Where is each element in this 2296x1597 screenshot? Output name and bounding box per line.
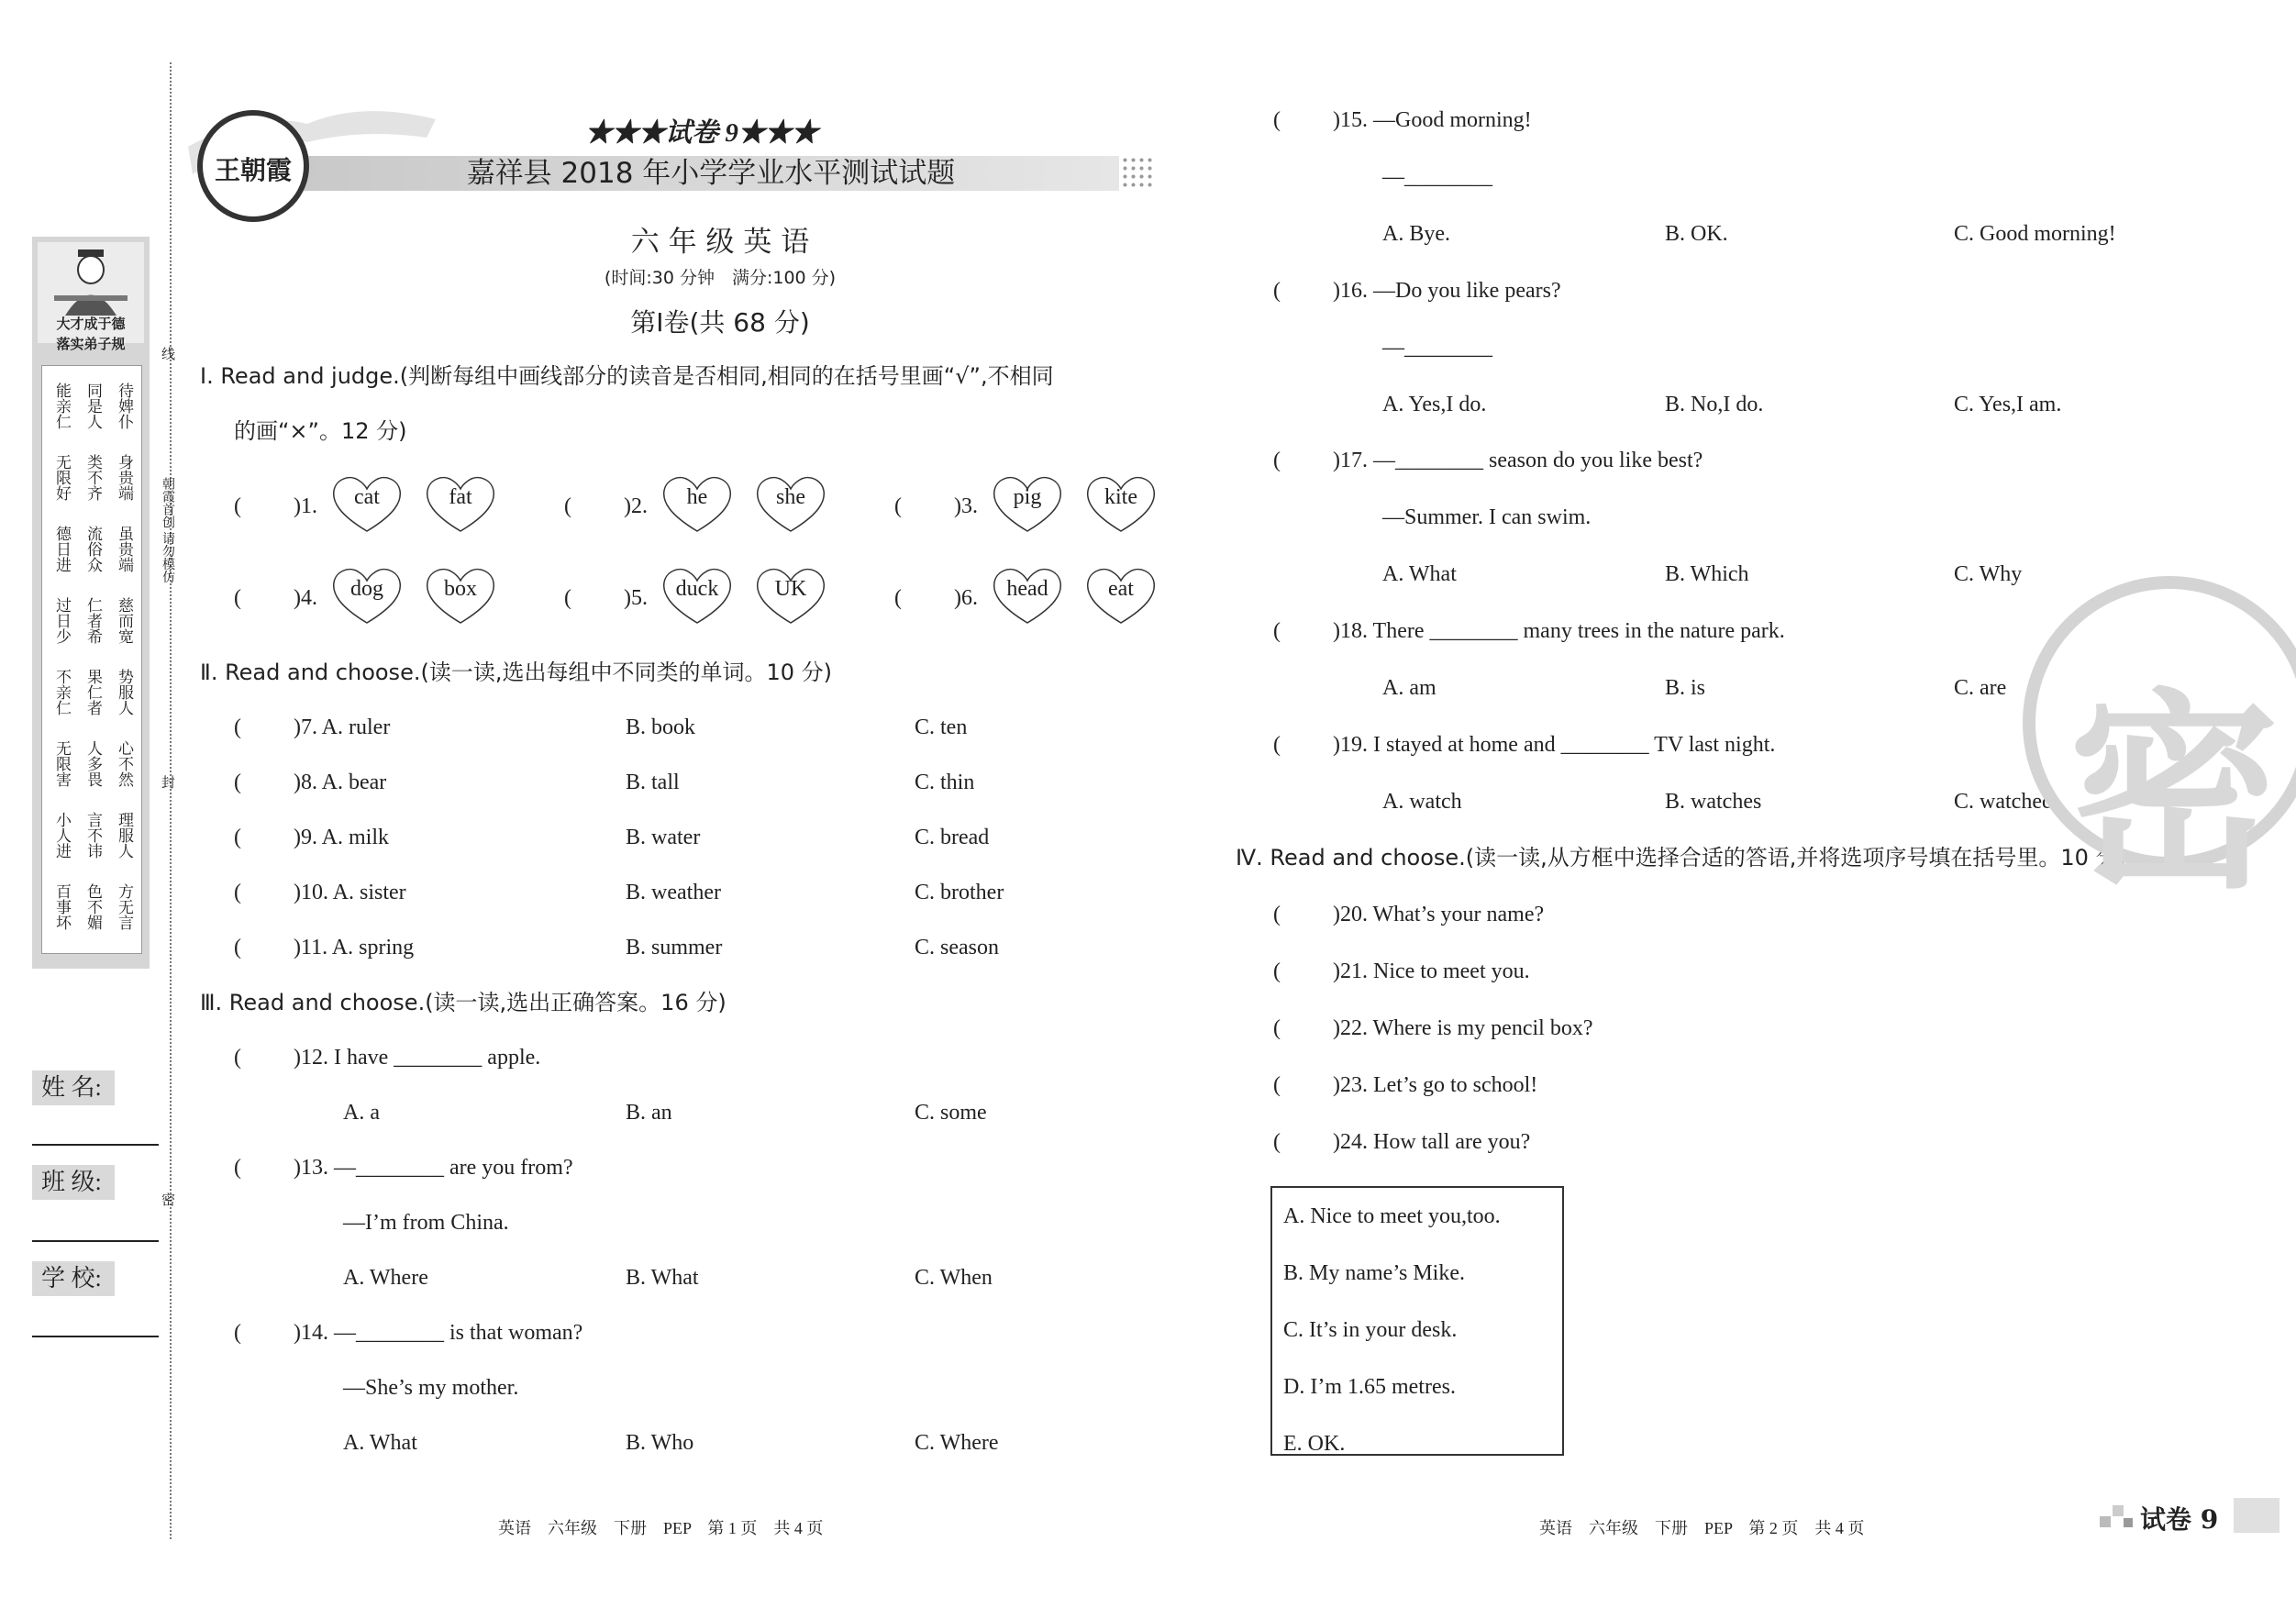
question-reply: —________	[1382, 336, 1492, 360]
option-b: B. Who	[626, 1431, 694, 1455]
question-stem: )9. A. milk	[294, 826, 390, 849]
question-stem: )7. A. ruler	[294, 715, 391, 739]
answer-paren[interactable]: (	[234, 1156, 241, 1180]
heart-word: box	[444, 577, 477, 601]
option-a: A. What	[1382, 562, 1457, 586]
question-stem: )12. I have ________ apple.	[294, 1046, 541, 1070]
motto-verses	[41, 365, 142, 954]
answer-paren[interactable]: (	[1273, 1016, 1281, 1040]
word-heart	[660, 474, 734, 535]
question-number: )1.	[294, 494, 317, 518]
question-reply: —She’s my mother.	[343, 1376, 519, 1400]
option-a: A. What	[343, 1431, 417, 1455]
answer-paren[interactable]: (	[1273, 449, 1281, 472]
option-b: B. Which	[1665, 562, 1749, 586]
corner-label: 试卷 9	[2140, 1504, 2219, 1535]
option-c: C. watched	[1954, 790, 2053, 814]
verse-cell: 虽贵端	[116, 525, 133, 572]
question-reply: —I’m from China.	[343, 1211, 509, 1235]
option-c: C. Where	[915, 1431, 999, 1455]
answer-paren[interactable]: (	[234, 771, 241, 794]
question-reply: —________	[1382, 165, 1492, 189]
option-b: B. tall	[626, 771, 680, 794]
secret-seal-char: 密	[2069, 672, 2280, 917]
word-heart	[754, 566, 827, 627]
verse-cell: 德日进	[53, 525, 71, 572]
section-3-title: Ⅲ. Read and choose.(读一读,选出正确答案。16 分)	[200, 990, 727, 1015]
verse-cell: 身贵端	[116, 453, 133, 501]
word-heart	[660, 566, 734, 627]
option-c: C. Yes,I am.	[1954, 393, 2062, 416]
section-1-title-line-1: Ⅰ. Read and judge.(判断每组中画线部分的读音是否相同,相同的在括号里画“√”,不相同	[200, 363, 1054, 389]
name-field[interactable]	[32, 1144, 159, 1146]
option-b: B. OK.	[1665, 222, 1728, 246]
answer-paren[interactable]: (	[564, 494, 571, 518]
word-heart	[330, 566, 404, 627]
question-stem: )10. A. sister	[294, 881, 406, 904]
verse-cell: 色不媚	[84, 882, 102, 930]
option-c: C. When	[915, 1266, 993, 1290]
question-stem: )8. A. bear	[294, 771, 387, 794]
school-field[interactable]	[32, 1336, 159, 1337]
answer-paren[interactable]: (	[1273, 733, 1281, 757]
answer-paren[interactable]: (	[1273, 1073, 1281, 1097]
answer-paren[interactable]: (	[894, 586, 902, 610]
option-c: C. brother	[915, 881, 1004, 904]
option-a: A. a	[343, 1101, 380, 1125]
paper-badge: ★★★试卷 9★★★	[585, 118, 818, 148]
answer-option: D. I’m 1.65 metres.	[1283, 1375, 1456, 1399]
question-reply: —Summer. I can swim.	[1382, 505, 1592, 529]
word-heart	[991, 474, 1064, 535]
answer-paren[interactable]: (	[564, 586, 571, 610]
word-heart	[1084, 566, 1158, 627]
section-2-title: Ⅱ. Read and choose.(读一读,选出每组中不同类的单词。10 分)	[200, 660, 832, 685]
option-c: C. bread	[915, 826, 990, 849]
option-b: B. an	[626, 1101, 672, 1125]
option-a: A. Where	[343, 1266, 428, 1290]
question-stem: )20. What’s your name?	[1333, 903, 1545, 926]
answer-option: E. OK.	[1283, 1432, 1346, 1456]
sidebar-motto-panel	[32, 237, 150, 969]
question-stem: )11. A. spring	[294, 936, 415, 959]
option-b: B. is	[1665, 676, 1706, 700]
verse-cell: 理服人	[116, 811, 133, 859]
answer-paren[interactable]: (	[1273, 959, 1281, 983]
option-b: B. book	[626, 715, 696, 739]
question-stem: )13. —________ are you from?	[294, 1156, 573, 1180]
word-heart	[424, 474, 497, 535]
option-b: B. weather	[626, 881, 721, 904]
question-stem: )24. How tall are you?	[1333, 1130, 1531, 1154]
banner-dots	[1121, 156, 1154, 191]
answer-paren[interactable]: (	[234, 715, 241, 739]
part-one-heading: 第Ⅰ卷(共 68 分)	[630, 307, 810, 338]
verse-cell: 同是人	[84, 382, 102, 429]
answer-option: C. It’s in your desk.	[1283, 1318, 1458, 1342]
question-stem: )19. I stayed at home and ________ TV last night.	[1333, 733, 1776, 757]
answer-paren[interactable]: (	[234, 1321, 241, 1345]
answer-paren[interactable]: (	[234, 881, 241, 904]
corner-bar	[2234, 1498, 2279, 1533]
verse-cell: 流俗众	[84, 525, 102, 572]
option-c: C. Why	[1954, 562, 2023, 586]
verse-cell: 待婢仆	[116, 382, 133, 429]
option-a: A. watch	[1382, 790, 1462, 814]
answer-options-box	[1270, 1186, 1564, 1456]
seal-mark-feng: 封	[160, 775, 174, 789]
scholar-figure-icon	[38, 242, 144, 316]
option-c: C. season	[915, 936, 999, 959]
verse-cell: 势服人	[116, 668, 133, 715]
seal-mark-xian: 线	[160, 347, 174, 360]
name-label: 姓 名:	[32, 1070, 115, 1105]
section-4-title: Ⅳ. Read and choose.(读一读,从方框中选择合适的答语,并将选项序号填在括号里。10 分)	[1236, 845, 2126, 871]
question-stem: )17. —________ season do you like best?	[1333, 449, 1703, 472]
verse-cell: 无限害	[53, 739, 71, 787]
seal-mark-mi: 密	[160, 1192, 174, 1206]
word-heart	[1084, 474, 1158, 535]
corner-paper-tag	[2096, 1498, 2279, 1536]
verse-cell: 小人进	[53, 811, 71, 859]
question-number: )6.	[954, 586, 978, 610]
heart-word: he	[686, 485, 708, 509]
heart-word: fat	[449, 485, 472, 509]
verse-cell: 能亲仁	[53, 382, 71, 429]
answer-paren[interactable]: (	[234, 586, 241, 610]
heart-word: head	[1006, 577, 1048, 601]
answer-paren[interactable]: (	[234, 494, 241, 518]
logo-text: 王朝霞	[214, 155, 292, 185]
verse-cell: 果仁者	[84, 668, 102, 715]
verse-cell: 不亲仁	[53, 668, 71, 715]
option-b: B. No,I do.	[1665, 393, 1764, 416]
exam-title: 嘉祥县 2018 年小学学业水平测试试题	[466, 157, 956, 190]
verse-cell: 言不讳	[84, 811, 102, 859]
word-heart	[991, 566, 1064, 627]
answer-paren[interactable]: (	[1273, 279, 1281, 303]
question-stem: )21. Nice to meet you.	[1333, 959, 1530, 983]
question-stem: )14. —________ is that woman?	[294, 1321, 583, 1345]
copyright-note: 朝霞首创 请勿模仿	[161, 477, 174, 583]
option-c: C. some	[915, 1101, 987, 1125]
class-field[interactable]	[32, 1240, 159, 1242]
corner-squares-icon	[2096, 1498, 2142, 1536]
question-number: )2.	[624, 494, 648, 518]
answer-paren[interactable]: (	[1273, 1130, 1281, 1154]
word-heart	[424, 566, 497, 627]
footer-page-2: 英语 六年级 下册 PEP 第 2 页 共 4 页	[1539, 1519, 1865, 1537]
heart-word: kite	[1104, 485, 1137, 509]
option-a: A. am	[1382, 676, 1436, 700]
brand-logo	[197, 110, 309, 222]
answer-option: B. My name’s Mike.	[1283, 1261, 1465, 1285]
question-stem: )15. —Good morning!	[1333, 108, 1532, 132]
option-a: A. Bye.	[1382, 222, 1450, 246]
option-b: B. water	[626, 826, 701, 849]
question-number: )3.	[954, 494, 978, 518]
answer-paren[interactable]: (	[234, 826, 241, 849]
verse-cell: 无限好	[53, 453, 71, 501]
question-number: )4.	[294, 586, 317, 610]
heart-word: she	[776, 485, 805, 509]
option-c: C. are	[1954, 676, 2007, 700]
question-stem: )16. —Do you like pears?	[1333, 279, 1561, 303]
binding-dotted-line	[170, 62, 172, 1539]
question-stem: )23. Let’s go to school!	[1333, 1073, 1538, 1097]
verse-cell: 类不齐	[84, 453, 102, 501]
motto-line-1: 大才成于德	[56, 317, 126, 332]
word-heart	[330, 474, 404, 535]
option-a: A. Yes,I do.	[1382, 393, 1487, 416]
word-heart	[754, 474, 827, 535]
heart-word: dog	[350, 577, 383, 601]
option-b: B. watches	[1665, 790, 1762, 814]
verse-cell: 百事坏	[53, 882, 71, 930]
section-1-title-line-2: 的画“×”。12 分)	[234, 418, 407, 444]
answer-paren[interactable]: (	[1273, 903, 1281, 926]
option-c: C. thin	[915, 771, 975, 794]
heart-word: duck	[675, 577, 719, 601]
verse-cell: 方无言	[116, 882, 133, 930]
answer-paren[interactable]: (	[1273, 619, 1281, 643]
verse-cell: 慈而宽	[116, 596, 133, 644]
motto-line-2: 落实弟子规	[56, 338, 126, 352]
school-label: 学 校:	[32, 1261, 115, 1296]
option-b: B. What	[626, 1266, 699, 1290]
heart-word: UK	[774, 577, 807, 601]
subject-title: 六 年 级 英 语	[630, 226, 810, 259]
footer-page-1: 英语 六年级 下册 PEP 第 1 页 共 4 页	[498, 1519, 824, 1537]
option-b: B. summer	[626, 936, 723, 959]
verse-cell: 人多畏	[84, 739, 102, 787]
class-label: 班 级:	[32, 1165, 115, 1200]
question-stem: )18. There ________ many trees in the nature park.	[1333, 619, 1785, 643]
answer-paren[interactable]: (	[234, 1046, 241, 1070]
heart-word: pig	[1013, 485, 1042, 509]
answer-option: A. Nice to meet you,too.	[1283, 1204, 1501, 1228]
option-c: C. Good morning!	[1954, 222, 2116, 246]
question-number: )5.	[624, 586, 648, 610]
verse-cell: 心不然	[116, 739, 133, 787]
verse-cell: 过日少	[53, 596, 71, 644]
answer-paren[interactable]: (	[234, 936, 241, 959]
question-stem: )22. Where is my pencil box?	[1333, 1016, 1593, 1040]
exam-time-info: (时间:30 分钟 满分:100 分)	[604, 268, 837, 288]
heart-word: eat	[1108, 577, 1134, 601]
option-c: C. ten	[915, 715, 968, 739]
answer-paren[interactable]: (	[894, 494, 902, 518]
verse-cell: 仁者希	[84, 596, 102, 644]
answer-paren[interactable]: (	[1273, 108, 1281, 132]
heart-word: cat	[354, 485, 380, 509]
